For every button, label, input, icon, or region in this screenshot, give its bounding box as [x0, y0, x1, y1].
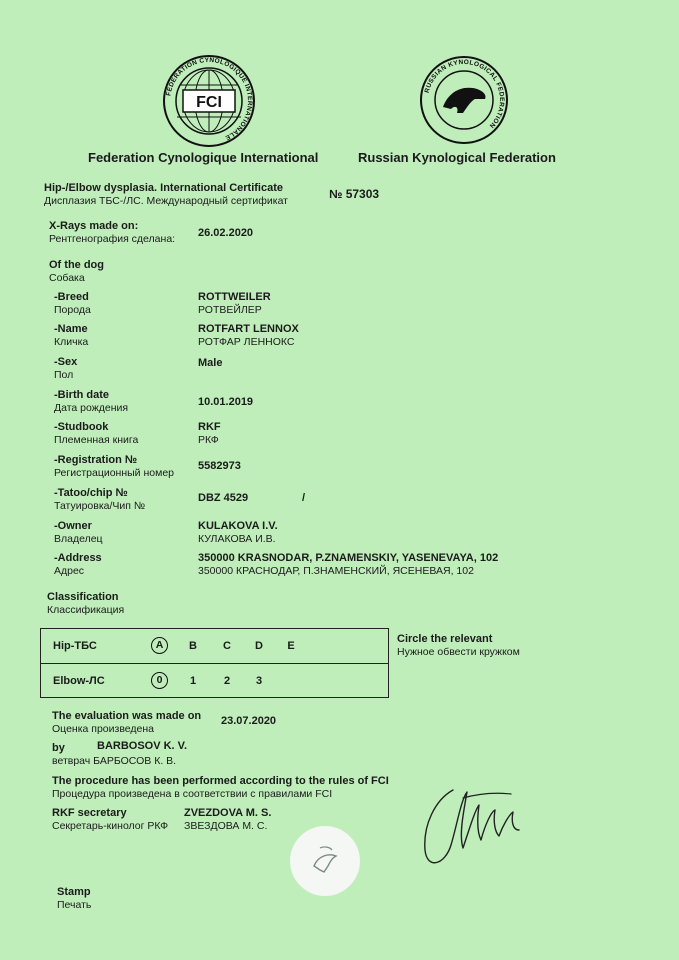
owner-label-en: -Owner — [54, 520, 92, 532]
name-value — [198, 323, 299, 349]
birth-date-label-en: -Birth date — [54, 389, 109, 401]
elbow-option-2: 2 — [223, 675, 231, 687]
certificate-title-en: Hip-/Elbow dysplasia. International Certificate — [44, 182, 283, 194]
hip-option-d: D — [255, 640, 263, 652]
owner-value — [198, 520, 278, 546]
name-label-en: -Name — [54, 323, 88, 335]
secretary-name-ru: ЗВЕЗДОВА М. С. — [184, 820, 268, 832]
signature — [415, 770, 530, 875]
owner-label-ru: Владелец — [54, 533, 103, 545]
breed-label-ru: Порода — [54, 304, 91, 316]
name-label — [54, 323, 88, 349]
sex-label-ru: Пол — [54, 369, 74, 381]
address-label-ru: Адрес — [54, 565, 85, 577]
stamp-mark — [290, 826, 360, 896]
name-value-en: ROTFART LENNOX — [198, 323, 299, 335]
procedure-text-ru: Процедура произведена в соответствии с правилами FCI — [52, 788, 333, 800]
studbook-label-ru: Племенная книга — [54, 434, 139, 446]
procedure-text-en: The procedure has been performed according to the rules of FCI — [52, 775, 389, 787]
birth-date-label-ru: Дата рождения — [54, 402, 129, 414]
breed-value — [198, 291, 271, 317]
studbook-value-en: RKF — [198, 421, 221, 433]
breed-value-en: ROTTWEILER — [198, 291, 271, 303]
sex-label-en: -Sex — [54, 356, 78, 368]
registration-label — [54, 454, 174, 480]
hip-label: Hip-ТБС — [53, 640, 97, 652]
certificate-title-ru: Дисплазия ТБС-/ЛС. Международный сертификат — [44, 195, 288, 207]
fci-title: Federation Cynologique International — [88, 150, 319, 165]
classification-grid — [40, 628, 389, 698]
circle-note-ru: Нужное обвести кружком — [397, 646, 520, 658]
procedure-text — [52, 775, 389, 801]
sex-label — [54, 356, 77, 382]
stamp-label-ru: Печать — [57, 899, 92, 911]
owner-label — [54, 520, 103, 546]
address-value-en: 350000 KRASNODAR, P.ZNAMENSKIY, YASENEVAYA, 102 — [198, 552, 499, 564]
stamp-label-en: Stamp — [57, 886, 91, 898]
fci-logo-ring-text: FEDERATION CYNOLOGIQUE INTERNATIONALE — [165, 56, 254, 142]
secretary-label-en: RKF secretary — [52, 807, 127, 819]
evaluation-label — [52, 710, 201, 736]
evaluation-label-ru: Оценка произведена — [52, 723, 155, 735]
address-value — [198, 552, 498, 578]
chip-label-en: -Tatoo/chip № — [54, 487, 128, 499]
certificate-title — [44, 182, 288, 208]
hip-option-a-circled: A — [151, 637, 168, 654]
address-label — [54, 552, 102, 578]
xray-date: 26.02.2020 — [198, 227, 254, 239]
classification-heading — [47, 591, 124, 617]
elbow-option-3: 3 — [255, 675, 263, 687]
fci-logo — [159, 55, 259, 147]
chip-label — [54, 487, 145, 513]
certificate-number: № 57303 — [329, 187, 380, 201]
breed-label-en: -Breed — [54, 291, 89, 303]
xray-label — [49, 220, 175, 246]
hip-option-e: E — [287, 640, 295, 652]
studbook-value-ru: РКФ — [198, 434, 219, 446]
stamp-dog-icon — [290, 826, 360, 896]
dog-heading-ru: Собака — [49, 272, 85, 284]
studbook-value — [198, 421, 221, 447]
circle-note — [397, 633, 520, 659]
address-label-en: -Address — [54, 552, 102, 564]
dog-heading-en: Of the dog — [49, 259, 104, 271]
chip-label-ru: Татуировка/Чип № — [54, 500, 146, 512]
chip-slash: / — [302, 492, 306, 504]
evaluation-vet-name-ru: ветврач БАРБОСОВ К. В. — [52, 755, 177, 767]
birth-date-label — [54, 389, 128, 415]
stamp-label — [57, 886, 91, 912]
fci-logo-center: FCI — [196, 94, 222, 111]
elbow-option-1: 1 — [189, 675, 197, 687]
birth-date-value: 10.01.2019 — [198, 396, 254, 408]
rkf-title: Russian Kynological Federation — [358, 150, 556, 165]
sex-value: Male — [198, 357, 223, 369]
registration-label-ru: Регистрационный номер — [54, 467, 174, 479]
xray-label-en: X-Rays made on: — [49, 220, 139, 232]
address-value-ru: 350000 КРАСНОДАР, П.ЗНАМЕНСКИЙ, ЯСЕНЕВАЯ, 102 — [198, 565, 474, 577]
circle-note-en: Circle the relevant — [397, 633, 493, 645]
breed-label — [54, 291, 91, 317]
secretary-name-en: ZVEZDOVA M. S. — [184, 807, 272, 819]
xray-label-ru: Рентгенография сделана: — [49, 233, 176, 245]
evaluation-by: by — [52, 742, 65, 754]
elbow-row — [41, 663, 388, 698]
dog-heading — [49, 259, 104, 285]
classification-heading-en: Classification — [47, 591, 119, 603]
secretary-label-ru: Секретарь-кинолог РКФ — [52, 820, 169, 832]
elbow-label: Elbow-ЛС — [53, 675, 105, 687]
owner-value-ru: КУЛАКОВА И.В. — [198, 533, 276, 545]
hip-option-b: B — [189, 640, 197, 652]
breed-value-ru: РОТВЕЙЛЕР — [198, 304, 262, 316]
hip-option-c: C — [223, 640, 231, 652]
elbow-option-0-circled: 0 — [151, 672, 168, 689]
evaluation-vet-name-en: BARBOSOV K. V. — [97, 740, 188, 752]
classification-heading-ru: Классификация — [47, 604, 125, 616]
evaluation-label-en: The evaluation was made on — [52, 710, 202, 722]
evaluation-date: 23.07.2020 — [221, 715, 277, 727]
registration-value: 5582973 — [198, 460, 241, 472]
studbook-label — [54, 421, 138, 447]
chip-value: DBZ 4529 — [198, 492, 249, 504]
rkf-logo — [415, 55, 513, 145]
owner-value-en: KULAKOVA I.V. — [198, 520, 278, 532]
registration-label-en: -Registration № — [54, 454, 138, 466]
name-value-ru: РОТФАР ЛЕННОКС — [198, 336, 295, 348]
hip-row — [41, 629, 388, 663]
studbook-label-en: -Studbook — [54, 421, 109, 433]
rkf-logo-ring-text: RUSSIAN KYNOLOGICAL FEDERATION — [423, 58, 506, 130]
name-label-ru: Кличка — [54, 336, 89, 348]
